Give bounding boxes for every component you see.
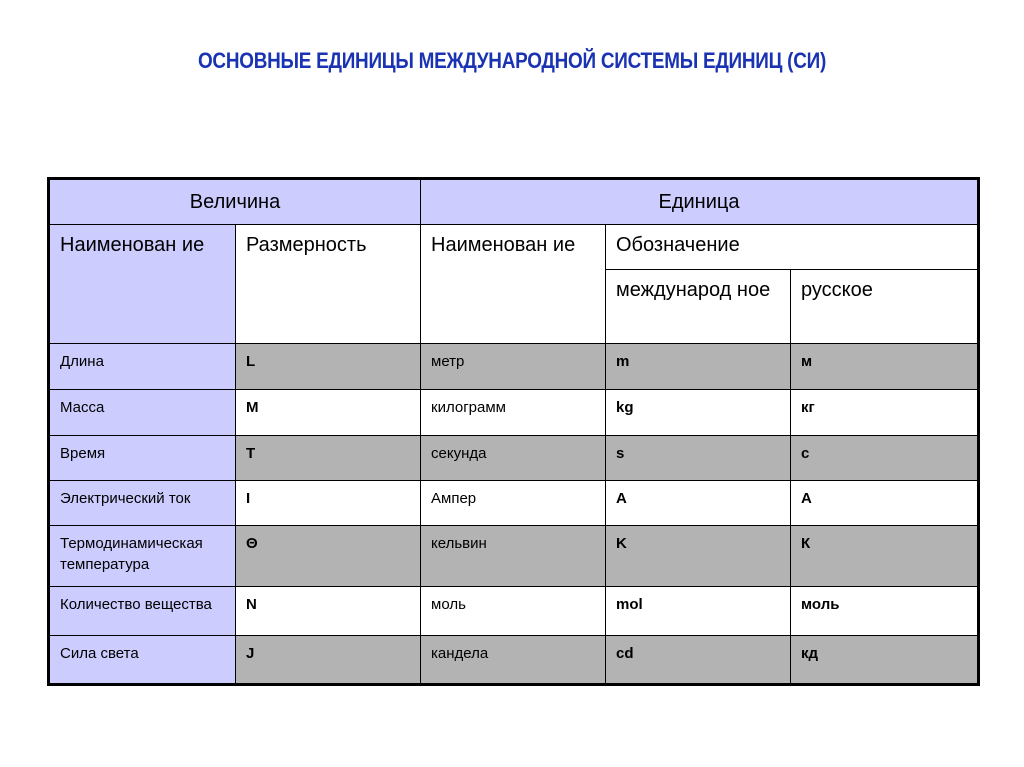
quantity-name: Электрический ток: [49, 481, 236, 526]
table-row: [49, 344, 979, 390]
dimension-symbol: L: [236, 344, 421, 390]
unit-name: килограмм: [421, 390, 606, 436]
header-symbol-russian: русское: [791, 270, 979, 344]
dimension-symbol: I: [236, 481, 421, 526]
dimension-symbol: Θ: [236, 526, 421, 587]
quantity-name: Время: [49, 436, 236, 481]
header-dimension: Размерность: [236, 225, 421, 344]
unit-name: моль: [421, 587, 606, 636]
unit-name: кандела: [421, 636, 606, 685]
symbol-international: kg: [606, 390, 791, 436]
quantity-name: Термодинамическая температура: [49, 526, 236, 587]
quantity-name: Масса: [49, 390, 236, 436]
symbol-russian: кд: [791, 636, 979, 685]
header-unit-name: Наименован ие: [421, 225, 606, 344]
header-symbol-international: международ ное: [606, 270, 791, 344]
symbol-russian: моль: [791, 587, 979, 636]
group-header-row: [49, 179, 979, 225]
symbol-russian: м: [791, 344, 979, 390]
header-unit: Единица: [421, 179, 979, 225]
unit-name: кельвин: [421, 526, 606, 587]
table-row: [49, 481, 979, 526]
symbol-russian: А: [791, 481, 979, 526]
symbol-international: s: [606, 436, 791, 481]
symbol-international: m: [606, 344, 791, 390]
page-title: ОСНОВНЫЕ ЕДИНИЦЫ МЕЖДУНАРОДНОЙ СИСТЕМЫ ЕДИНИЦ (СИ): [197, 48, 827, 73]
table-row: [49, 587, 979, 636]
si-units-table: [47, 177, 980, 686]
symbol-international: K: [606, 526, 791, 587]
symbol-russian: кг: [791, 390, 979, 436]
quantity-name: Количество вещества: [49, 587, 236, 636]
header-quantity-name: Наименован ие: [49, 225, 236, 344]
unit-name: Ампер: [421, 481, 606, 526]
header-quantity: Величина: [49, 179, 421, 225]
table-row: [49, 436, 979, 481]
symbol-russian: с: [791, 436, 979, 481]
quantity-name: Сила света: [49, 636, 236, 685]
dimension-symbol: T: [236, 436, 421, 481]
quantity-name: Длина: [49, 344, 236, 390]
dimension-symbol: M: [236, 390, 421, 436]
symbol-international: mol: [606, 587, 791, 636]
table-row: [49, 526, 979, 587]
symbol-international: cd: [606, 636, 791, 685]
sub-header-row: [49, 225, 979, 270]
symbol-international: A: [606, 481, 791, 526]
table-row: [49, 636, 979, 685]
dimension-symbol: N: [236, 587, 421, 636]
symbol-russian: К: [791, 526, 979, 587]
unit-name: метр: [421, 344, 606, 390]
header-symbol: Обозначение: [606, 225, 979, 270]
table-row: [49, 390, 979, 436]
dimension-symbol: J: [236, 636, 421, 685]
unit-name: секунда: [421, 436, 606, 481]
